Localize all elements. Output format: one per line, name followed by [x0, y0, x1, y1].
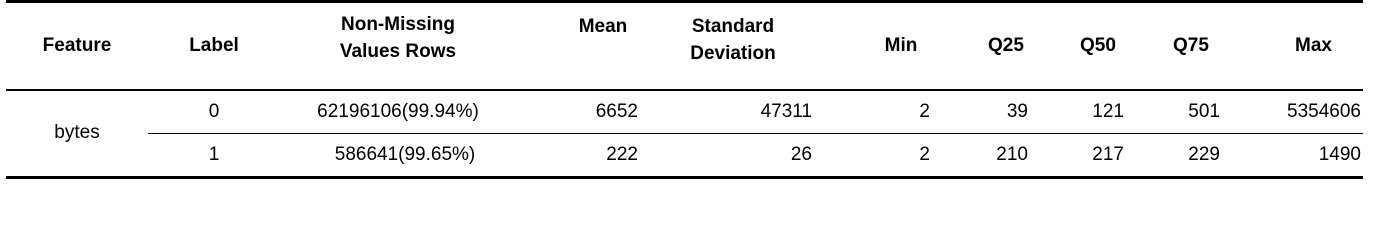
cell-feature: bytes: [54, 122, 100, 144]
cell-q50: 121: [1042, 90, 1138, 134]
header-q25: Q25: [944, 2, 1042, 90]
cell-label: 1: [208, 144, 220, 165]
table-row: [6, 134, 1363, 178]
header-q50: Q50: [1042, 2, 1138, 90]
header-std: [644, 2, 822, 90]
header-min: Min: [822, 2, 944, 90]
cell-min: 2: [919, 144, 930, 165]
cell-min: 2: [822, 90, 944, 134]
cell-q75: 501: [1138, 90, 1238, 134]
header-std-line1: Standard: [691, 16, 775, 37]
cell-q25: 210: [996, 144, 1028, 165]
header-non-missing-line1: Non-Missing: [341, 14, 455, 35]
header-feature: Feature: [6, 2, 148, 90]
header-q75: Q75: [1138, 2, 1238, 90]
cell-mean: 6652: [516, 90, 644, 134]
cell-max: 5354606: [1238, 90, 1363, 134]
header-non-missing-line2: Values Rows: [339, 41, 457, 62]
cell-non-missing: 586641(99.65%): [334, 144, 476, 165]
cell-mean: 222: [606, 144, 638, 165]
header-row: [6, 2, 1363, 90]
stats-table-container: [6, 0, 1363, 179]
cell-q75: 229: [1188, 144, 1220, 165]
table-row: [6, 90, 1363, 134]
cell-std: 26: [790, 144, 812, 165]
cell-label: 0: [148, 90, 280, 134]
cell-non-missing: 62196106(99.94%): [280, 90, 516, 134]
cell-max: 1490: [1318, 144, 1361, 165]
header-mean: Mean: [516, 2, 644, 90]
header-label: Label: [148, 2, 280, 90]
cell-q50: 217: [1092, 144, 1124, 165]
header-non-missing: [280, 2, 516, 90]
cell-q25: 39: [944, 90, 1042, 134]
cell-std: 47311: [644, 90, 822, 134]
header-max: Max: [1238, 2, 1363, 90]
header-std-line2: Deviation: [690, 43, 776, 64]
stats-table: [6, 0, 1363, 179]
